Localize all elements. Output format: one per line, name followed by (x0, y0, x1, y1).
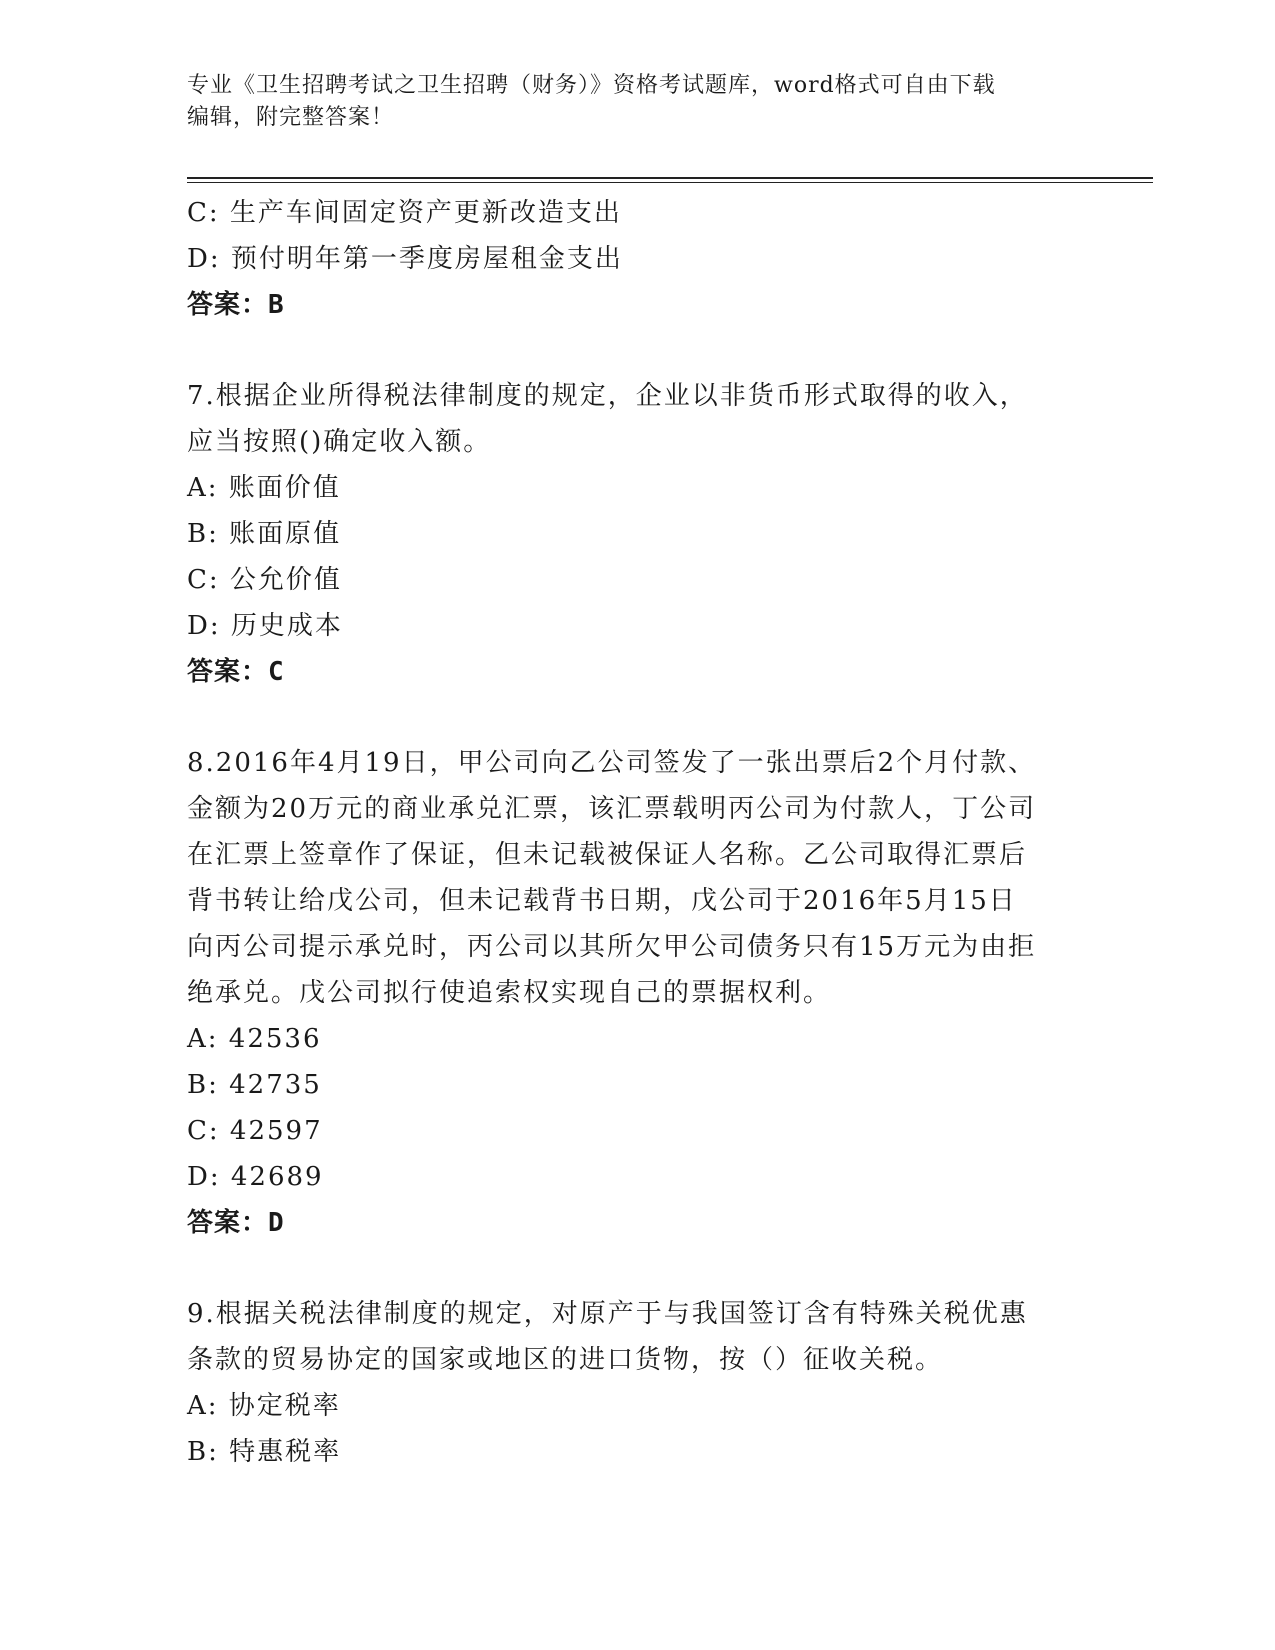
answer-line: 答案：C (187, 657, 285, 687)
question-text-line: 背书转让给戊公司，但未记载背书日期，戊公司于2016年5月15日 (187, 886, 1017, 916)
option-b: B: 特惠税率 (187, 1437, 342, 1467)
question-text-line: 条款的贸易协定的国家或地区的进口货物，按（）征收关税。 (187, 1345, 944, 1375)
header-rule-thick (187, 177, 1153, 179)
question-9 (187, 1291, 1087, 1475)
header-rule-thin (187, 182, 1153, 183)
question-text-line: 9.根据关税法律制度的规定，对原产于与我国签订含有特殊关税优惠 (187, 1299, 1028, 1329)
option-a: A: 账面价值 (187, 473, 341, 503)
question-6-tail (187, 190, 1087, 328)
option-d: D: 历史成本 (187, 611, 343, 641)
header-line-1: 专业《卫生招聘考试之卫生招聘（财务）》资格考试题库，word格式可自由下载 (187, 73, 996, 98)
question-8 (187, 740, 1087, 1246)
option-b: B: 42735 (187, 1070, 322, 1100)
option-d: D: 预付明年第一季度房屋租金支出 (187, 244, 623, 274)
question-text-line: 在汇票上签章作了保证，但未记载被保证人名称。乙公司取得汇票后 (187, 840, 1028, 870)
document-body (187, 190, 1087, 1475)
header-line-2: 编辑，附完整答案！ (187, 105, 395, 130)
question-text-line: 金额为20万元的商业承兑汇票，该汇票载明丙公司为付款人，丁公司 (187, 794, 1037, 824)
option-c: C: 生产车间固定资产更新改造支出 (187, 198, 622, 228)
question-text-line: 7.根据企业所得税法律制度的规定，企业以非货币形式取得的收入， (187, 381, 1028, 411)
question-text-line: 应当按照()确定收入额。 (187, 427, 492, 457)
option-a: A: 协定税率 (187, 1391, 341, 1421)
option-c: C: 公允价值 (187, 565, 342, 595)
document-header (187, 70, 1067, 134)
question-7 (187, 373, 1087, 695)
question-text-line: 8.2016年4月19日，甲公司向乙公司签发了一张出票后2个月付款、 (187, 748, 1037, 778)
answer-line: 答案：D (187, 1208, 285, 1238)
question-text-line: 向丙公司提示承兑时，丙公司以其所欠甲公司债务只有15万元为由拒 (187, 932, 1037, 962)
option-c: C: 42597 (187, 1116, 323, 1146)
option-a: A: 42536 (187, 1024, 322, 1054)
option-b: B: 账面原值 (187, 519, 342, 549)
option-d: D: 42689 (187, 1162, 324, 1192)
answer-line: 答案：B (187, 290, 285, 320)
question-text-line: 绝承兑。戊公司拟行使追索权实现自己的票据权利。 (187, 978, 832, 1008)
